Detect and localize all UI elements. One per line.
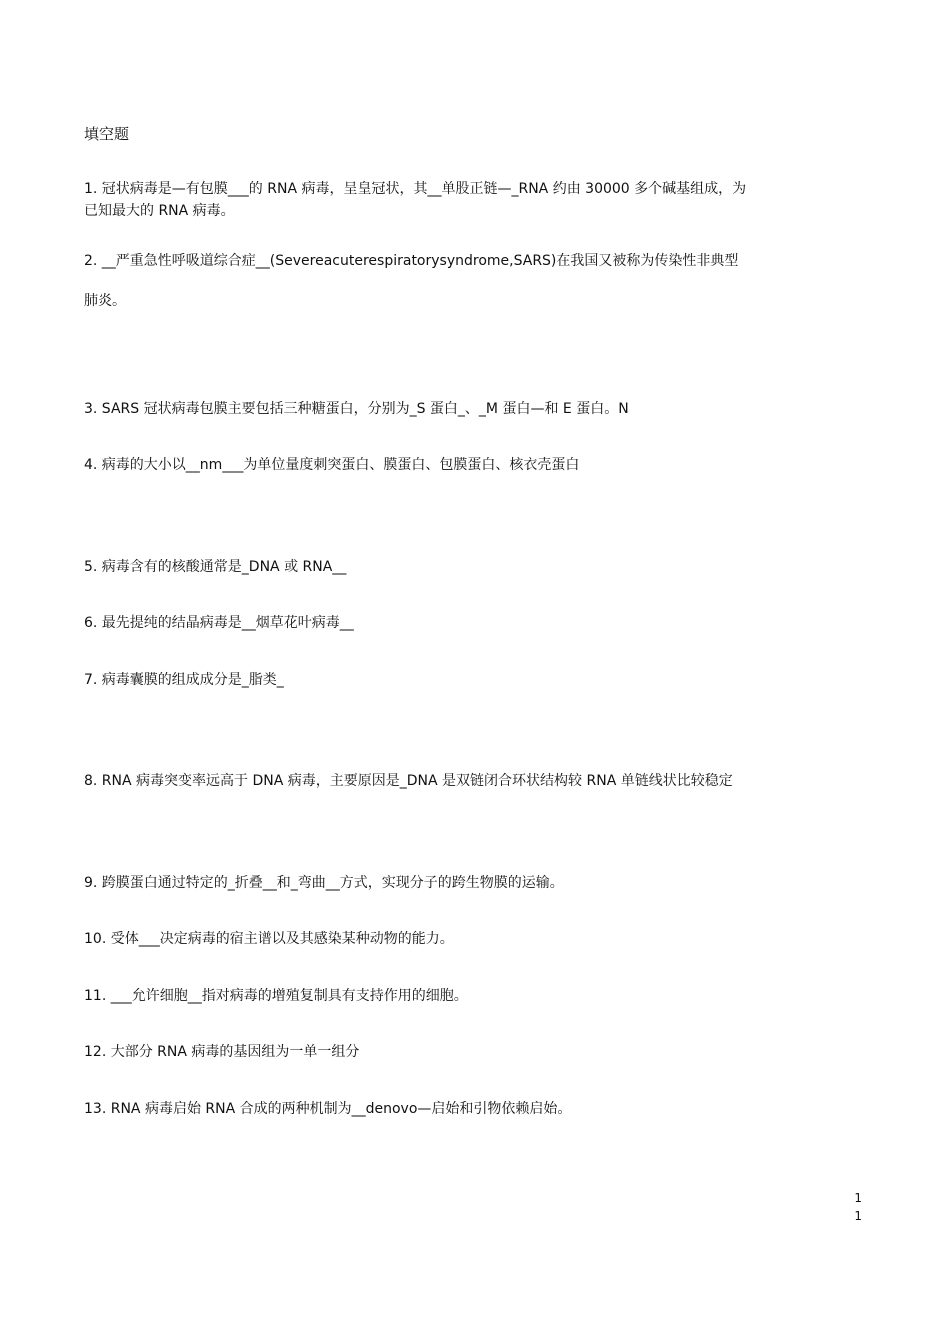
- section-heading: 填空题: [84, 125, 130, 143]
- page-number-top: 1: [854, 1191, 862, 1205]
- question-12: 12. 大部分 RNA 病毒的基因组为一单一组分: [84, 1044, 360, 1060]
- question-5: 5. 病毒含有的核酸通常是_DNA 或 RNA__: [84, 559, 347, 575]
- question-1-line-2: 已知最大的 RNA 病毒。: [84, 203, 235, 219]
- question-13: 13. RNA 病毒启始 RNA 合成的两种机制为__denovo—启始和引物依赖启始。: [84, 1101, 572, 1117]
- question-8: 8. RNA 病毒突变率远高于 DNA 病毒，主要原因是_DNA 是双链闭合环状结构较 RNA 单链线状比较稳定: [84, 773, 733, 789]
- question-10: 10. 受体___决定病毒的宿主谱以及其感染某种动物的能力。: [84, 931, 454, 947]
- question-3: 3. SARS 冠状病毒包膜主要包括三种糖蛋白，分别为_S 蛋白_、_M 蛋白—和 E 蛋白。N: [84, 401, 629, 417]
- question-7: 7. 病毒囊膜的组成成分是_脂类_: [84, 672, 284, 688]
- page-number-bottom: 1: [854, 1209, 862, 1223]
- question-2-continuation: [84, 290, 869, 312]
- question-1-line-1: 1. 冠状病毒是—有包膜___的 RNA 病毒，呈皇冠状，其__单股正链—_RNA 约由 30000 多个碱基组成，为: [84, 181, 747, 197]
- question-2-line-2: 肺炎。: [84, 293, 126, 309]
- question-1: [84, 178, 869, 222]
- question-11: 11. ___允许细胞__指对病毒的增殖复制具有支持作用的细胞。: [84, 988, 468, 1004]
- question-9: 9. 跨膜蛋白通过特定的_折叠__和_弯曲__方式，实现分子的跨生物膜的运输。: [84, 875, 564, 891]
- question-6: 6. 最先提纯的结晶病毒是__烟草花叶病毒__: [84, 615, 354, 631]
- question-4: 4. 病毒的大小以__nm___为单位量度刺突蛋白、膜蛋白、包膜蛋白、核衣壳蛋白: [84, 457, 580, 473]
- question-2: [84, 250, 869, 272]
- question-2-line-1: 2. __严重急性呼吸道综合症__(Severeacuterespiratorysyndrome,SARS)在我国又被称为传染性非典型: [84, 253, 739, 269]
